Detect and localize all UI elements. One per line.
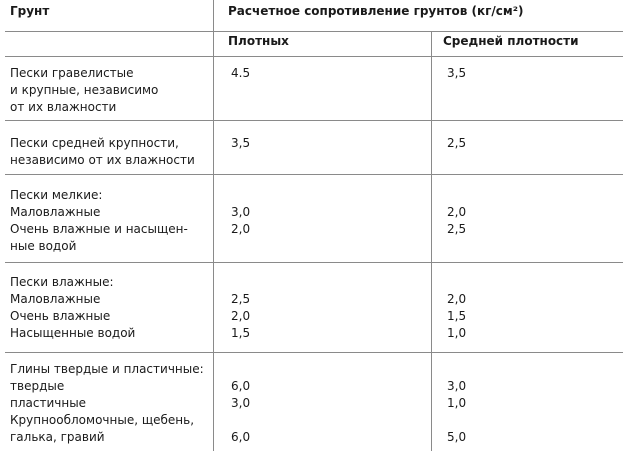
- row-divider-line: [5, 120, 623, 121]
- header-medium-density: Средней плотности: [443, 34, 579, 48]
- dense-value-cell: 4.5: [231, 66, 251, 80]
- soil-cell: Пески влажные: Маловлажные Очень влажные Насыщенные водой: [10, 275, 136, 340]
- medium-value-cell: 3,5: [447, 66, 467, 80]
- dense-value-cell: 6,0 3,0 6,0: [231, 379, 251, 444]
- soil-cell: Пески гравелистые и крупные, независимо от их влажности: [10, 66, 159, 114]
- dense-value-cell: 2,5 2,0 1,5: [231, 292, 251, 340]
- medium-value-cell: 2,0 2,5: [447, 205, 467, 236]
- row-divider-line: [5, 262, 623, 263]
- row-divider-line: [5, 174, 623, 175]
- medium-value-cell: 2,0 1,5 1,0: [447, 292, 467, 340]
- dense-value-cell: 3,0 2,0: [231, 205, 251, 236]
- subheader-divider-line: [5, 56, 623, 57]
- header-soil: Грунт: [10, 4, 50, 18]
- soil-cell: Пески средней крупности, независимо от их влажности: [10, 136, 195, 167]
- soil-cell: Глины твердые и пластичные: твердые пластичные Крупнообломочные, щебень, галька, гравий: [10, 362, 204, 444]
- medium-value-cell: 3,0 1,0 5,0: [447, 379, 467, 444]
- dense-value-cell: 3,5: [231, 136, 251, 150]
- medium-value-cell: 2,5: [447, 136, 467, 150]
- column-divider-soil: [213, 0, 214, 451]
- soil-cell: Пески мелкие: Маловлажные Очень влажные и насыщен- ные водой: [10, 188, 188, 253]
- header-resistance: Расчетное сопротивление грунтов (кг/см²): [228, 4, 524, 18]
- header-dense: Плотных: [228, 34, 289, 48]
- header-divider-line: [5, 31, 623, 32]
- row-divider-line: [5, 352, 623, 353]
- column-divider-density: [431, 31, 432, 451]
